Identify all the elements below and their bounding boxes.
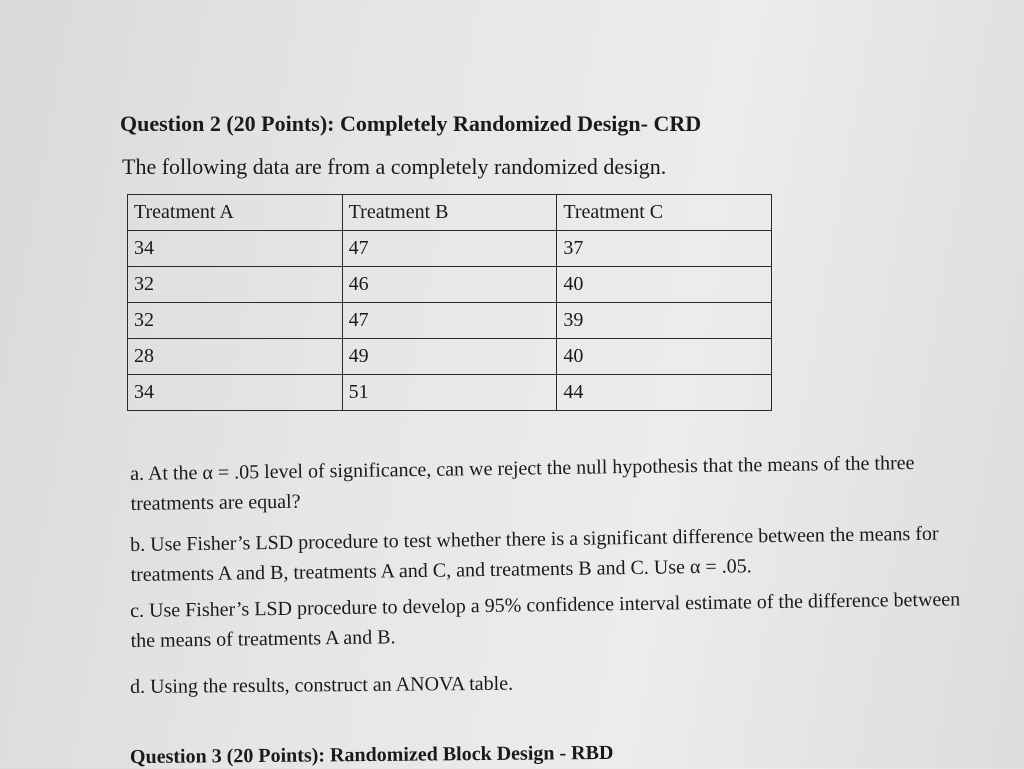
table-cell: 28: [128, 339, 343, 375]
table-cell: 44: [557, 375, 772, 411]
table-cell: 51: [342, 375, 557, 411]
table-cell: 47: [342, 231, 557, 267]
question-c: c. Use Fisher’s LSD procedure to develop a 95% confidence interval estimate of the difference between the means of treatments A and B.: [130, 588, 961, 652]
question-title: Question 2 (20 Points): Completely Randomized Design- CRD: [120, 111, 702, 136]
question-d: d. Using the results, construct an ANOVA table.: [130, 672, 514, 698]
table-row: [128, 267, 772, 303]
table-cell: 32: [128, 303, 343, 339]
table-header-row: [128, 195, 772, 231]
intro-text: The following data are from a completely randomized design.: [122, 154, 667, 179]
table-row: [128, 339, 772, 375]
data-table: [127, 194, 772, 411]
table-cell: 37: [557, 231, 772, 267]
question-a: a. At the α = .05 level of significance, can we reject the null hypothesis that the means of the three treatments are equal?: [130, 452, 915, 515]
table-row: [128, 303, 772, 339]
table-cell: 32: [128, 267, 343, 303]
table-cell: 34: [128, 375, 343, 411]
column-header: Treatment A: [128, 195, 343, 231]
next-question-heading: Question 3 (20 Points): Randomized Block Design - RBD: [129, 741, 614, 769]
column-header: Treatment B: [342, 195, 557, 231]
table-cell: 34: [128, 231, 343, 267]
column-header: Treatment C: [557, 195, 772, 231]
table-cell: 47: [342, 303, 557, 339]
table-cell: 49: [342, 339, 557, 375]
question-b: b. Use Fisher’s LSD procedure to test whether there is a significant difference between the means for treatments A and B, treatments A and C, and treatments B and C. Use α = .05.: [130, 522, 939, 586]
table-cell: 46: [342, 267, 557, 303]
table-cell: 40: [557, 339, 772, 375]
table-row: [128, 231, 772, 267]
table-cell: 40: [557, 267, 772, 303]
table-row: [128, 375, 772, 411]
table-cell: 39: [557, 303, 772, 339]
